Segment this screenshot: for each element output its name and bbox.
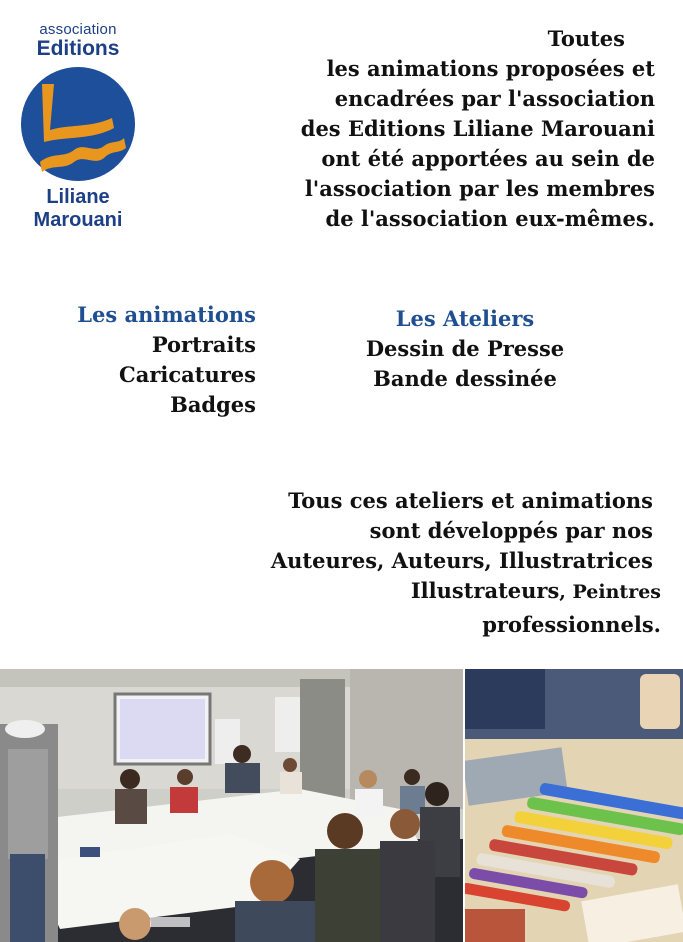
ateliers-item: Bande dessinée xyxy=(373,366,557,391)
animations-heading: Les animations xyxy=(77,302,256,327)
animations-item: Caricatures xyxy=(119,362,256,387)
intro-line: encadrées par l'association xyxy=(334,86,655,111)
closing-line: Auteures, Auteurs, Illustratrices xyxy=(270,548,653,573)
closing-line xyxy=(181,576,661,607)
intro-line: l'association par les membres xyxy=(304,176,655,201)
logo-text-marouani: Marouani xyxy=(33,209,123,231)
ateliers-heading: Les Ateliers xyxy=(395,306,535,331)
logo-text-editions: Editions xyxy=(36,37,120,60)
closing-paragraph xyxy=(181,486,661,640)
animations-item: Badges xyxy=(170,392,256,417)
intro-line: des Editions Liliane Marouani xyxy=(300,116,655,141)
closing-line: Tous ces ateliers et animations xyxy=(288,488,653,513)
intro-line: Toutes xyxy=(547,26,625,51)
closing-peintres: , Peintres xyxy=(559,581,661,603)
intro-line: ont été apportées au sein de xyxy=(321,146,655,171)
workshop-classroom-photo xyxy=(0,669,463,942)
ateliers-section xyxy=(350,304,580,394)
art-supplies-photo xyxy=(465,669,683,942)
closing-line: sont développés par nos xyxy=(369,518,653,543)
intro-line: les animations proposées et xyxy=(326,56,655,81)
closing-illustrateurs: Illustrateurs xyxy=(410,578,560,603)
animations-item: Portraits xyxy=(151,332,256,357)
intro-paragraph xyxy=(235,24,655,234)
logo-text-association: association xyxy=(39,21,117,38)
logo-text-liliane: Liliane xyxy=(46,186,110,208)
ateliers-item: Dessin de Presse xyxy=(365,336,565,361)
association-logo xyxy=(18,22,138,237)
animations-section xyxy=(16,300,256,420)
logo-emblem-icon xyxy=(20,66,136,182)
closing-line: professionnels. xyxy=(482,612,661,637)
intro-line: de l'association eux-mêmes. xyxy=(325,206,655,231)
